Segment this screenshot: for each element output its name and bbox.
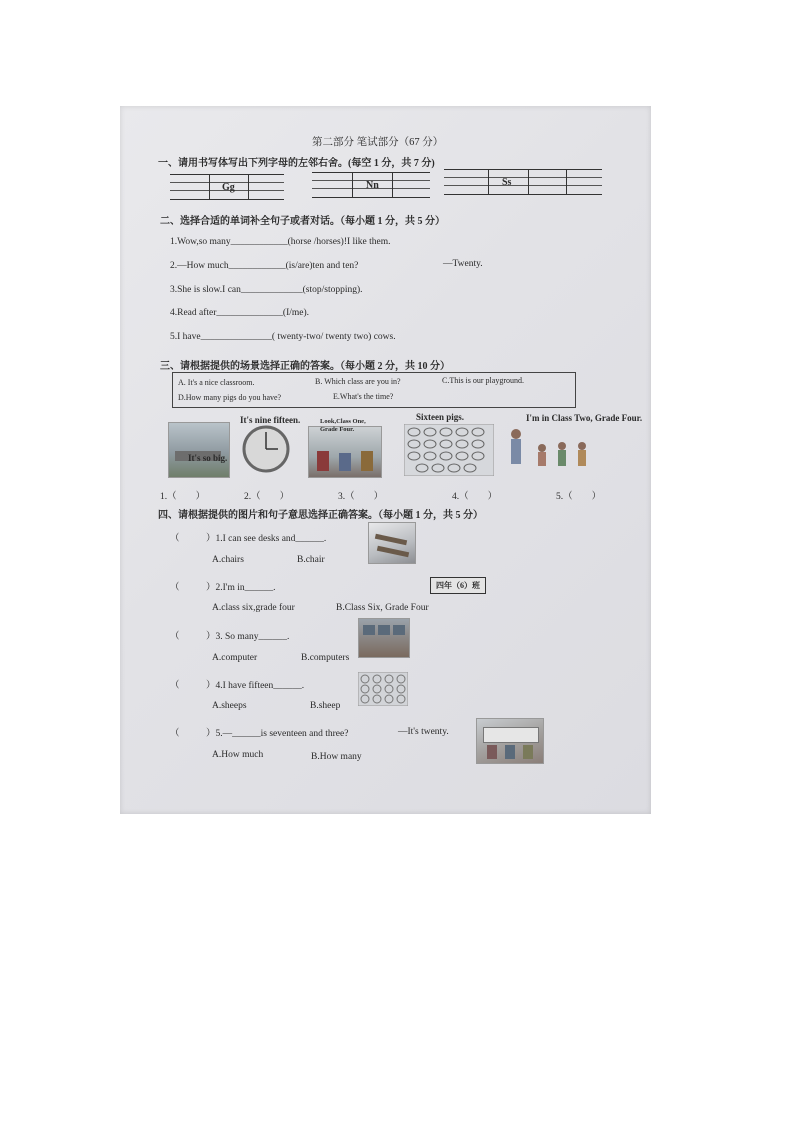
letter-writing-lines-3	[444, 169, 602, 195]
letter-writing-lines-1	[170, 174, 284, 200]
class-badge: 四年（6）班	[430, 577, 486, 594]
picture-text-2: It's nine fifteen.	[240, 415, 301, 425]
s4-q5-paren[interactable]: （	[170, 729, 180, 739]
s4-q3-option-b[interactable]: B.computers	[301, 653, 350, 663]
picture-text-5: I'm in Class Two, Grade Four.	[526, 413, 643, 423]
s4-q3-paren[interactable]: （	[170, 632, 180, 642]
section1-heading: 一、请用书写体写出下列字母的左邻右舍。(每空 1 分，共 7 分)	[158, 158, 435, 169]
sheep-picture	[358, 672, 408, 706]
s4-q3-stem: ）3. So many______.	[206, 632, 290, 642]
pigs-picture	[404, 424, 494, 476]
exam-sheet	[120, 106, 651, 814]
picture-playground	[168, 422, 230, 478]
s2-item-2-answer: —Twenty.	[443, 259, 483, 269]
s4-q5-stem: ）5.—______is seventeen and three?	[206, 729, 349, 739]
letter-writing-lines-2	[312, 172, 430, 198]
s4-q2-stem: ）2.I'm in______.	[206, 583, 276, 593]
s3-blank-1[interactable]: 1.（ ）	[160, 492, 206, 502]
s4-q4-option-a[interactable]: A.sheeps	[212, 701, 247, 711]
s2-item-2: 2.—How much____________(is/are)ten and ten?	[170, 261, 359, 271]
option-d: D.How many pigs do you have?	[178, 393, 282, 402]
s4-q1-paren[interactable]: （	[170, 534, 180, 544]
s3-blank-2[interactable]: 2.（ ）	[244, 492, 290, 502]
s4-q5-option-b[interactable]: B.How many	[311, 752, 362, 762]
children-picture	[506, 424, 598, 474]
option-c: C.This is our playground.	[442, 376, 524, 385]
s4-q5-option-a[interactable]: A.How much	[212, 750, 264, 760]
s4-q2-option-a[interactable]: A.class six,grade four	[212, 603, 295, 613]
s2-item-4: 4.Read after______________(I/me).	[170, 308, 310, 318]
classroom-count-picture	[476, 718, 544, 764]
letter-gg: Gg	[222, 182, 235, 193]
s4-q1-stem: ）1.I can see desks and______.	[206, 534, 327, 544]
option-e: E.What's the time?	[333, 392, 394, 401]
section4-heading: 四、请根据提供的图片和句子意思选择正确答案。（每小题 1 分，共 5 分）	[158, 510, 483, 521]
s4-q2-paren[interactable]: （	[170, 583, 180, 593]
s4-q5-answer: —It's twenty.	[398, 727, 449, 737]
s2-item-3: 3.She is slow.I can_____________(stop/stopping).	[170, 285, 363, 295]
s4-q1-option-b[interactable]: B.chair	[297, 555, 325, 565]
s4-q2-option-b[interactable]: B.Class Six, Grade Four	[336, 603, 429, 613]
page-title: 第二部分 笔试部分（67 分）	[312, 137, 444, 148]
s4-q4-stem: ）4.I have fifteen______.	[206, 681, 305, 691]
s2-item-1: 1.Wow,so many____________(horse /horses)!I like them.	[170, 237, 391, 247]
options-box	[172, 372, 576, 408]
picture-text-1: It's so big.	[188, 453, 228, 463]
desks-picture	[368, 522, 416, 564]
s3-blank-5[interactable]: 5.（ ）	[556, 492, 602, 502]
picture-text-4: Sixteen pigs.	[416, 412, 465, 422]
section3-heading: 三、请根据提供的场景选择正确的答案。（每小题 2 分，共 10 分）	[160, 361, 450, 372]
s4-q4-option-b[interactable]: B.sheep	[310, 701, 341, 711]
letter-nn: Nn	[366, 180, 379, 191]
s4-q4-paren[interactable]: （	[170, 681, 180, 691]
s2-item-5: 5.I have_______________( twenty-two/ twenty two) cows.	[170, 332, 396, 342]
option-b: B. Which class are you in?	[315, 377, 401, 386]
s4-q3-option-a[interactable]: A.computer	[212, 653, 258, 663]
clock-picture	[240, 424, 292, 474]
section2-heading: 二、选择合适的单词补全句子或者对话。（每小题 1 分，共 5 分）	[160, 216, 445, 227]
picture-text-3: Look,Class One, Grade Four.	[320, 418, 366, 433]
computers-picture	[358, 618, 410, 658]
letter-ss: Ss	[502, 177, 512, 188]
s4-q1-option-a[interactable]: A.chairs	[212, 555, 244, 565]
s3-blank-3[interactable]: 3.（ ）	[338, 492, 384, 502]
s3-blank-4[interactable]: 4.（ ）	[452, 492, 498, 502]
option-a: A. It's a nice classroom.	[178, 378, 255, 387]
